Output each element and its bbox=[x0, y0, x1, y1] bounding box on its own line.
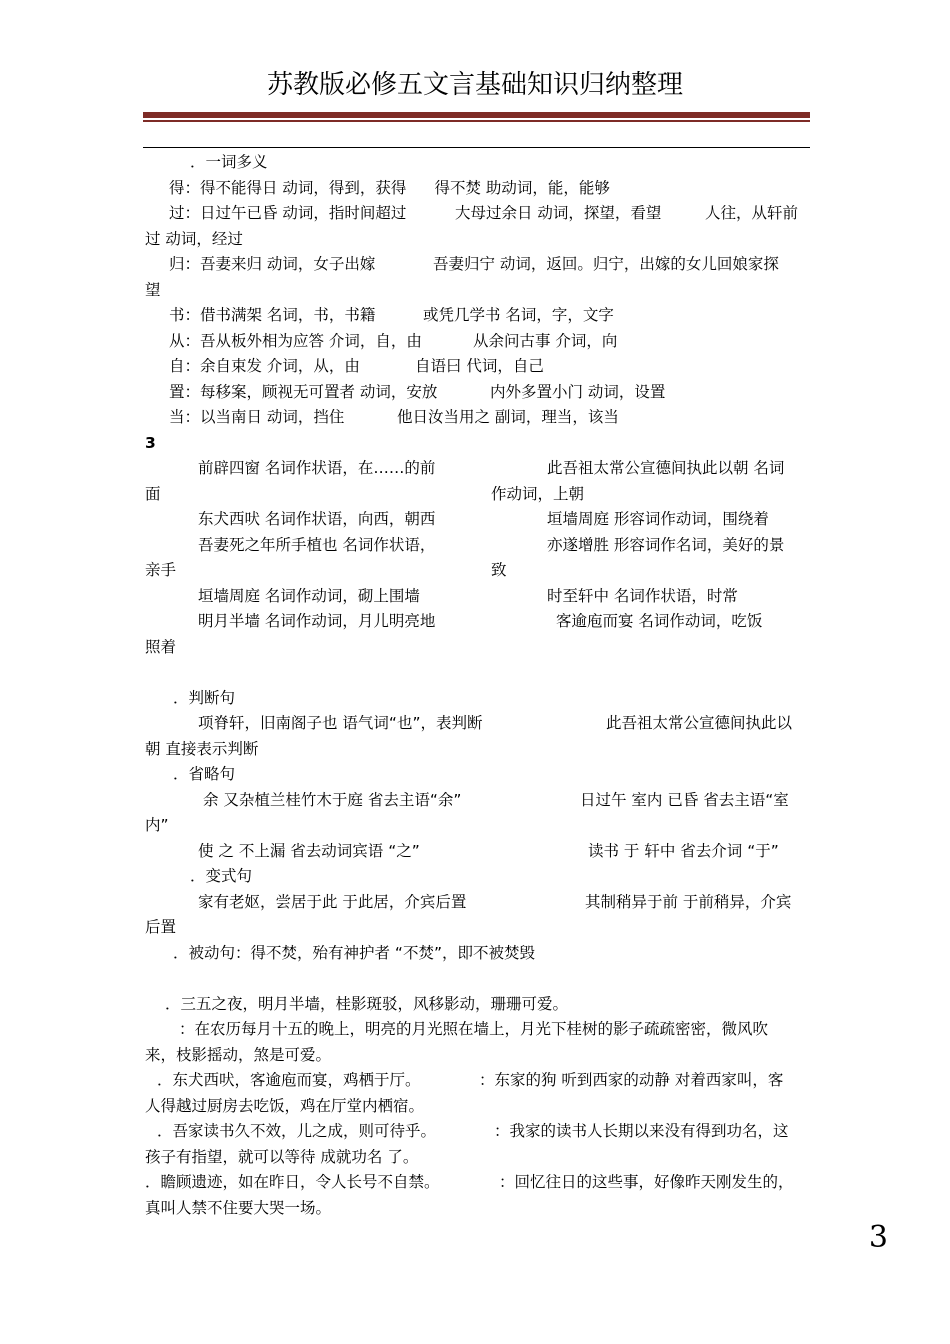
translation-text: ：东家的狗 听到西家的动静 对着西家叫，客 bbox=[479, 1071, 784, 1089]
section-heading: ．省略句 bbox=[173, 765, 236, 783]
sentence-text: 读书 于 轩中 省去介词 “于” bbox=[588, 841, 779, 860]
entry-text: 从：吾从板外相为应答 介词，自，由 bbox=[169, 331, 422, 350]
usage-row bbox=[145, 609, 810, 635]
translation-row bbox=[145, 1170, 810, 1196]
usage-text: 吾妻死之年所手植也 名词作状语， bbox=[198, 535, 436, 554]
entry-text: 自语曰 代词，自己 bbox=[415, 357, 544, 375]
document-body bbox=[145, 150, 810, 1221]
sentence-text: ．被动句：得不焚，殆有神护者 “不焚”，即不被焚毁 bbox=[173, 943, 535, 962]
usage-row bbox=[145, 584, 810, 610]
entry-text: 或凭几学书 名词，字，文字 bbox=[423, 306, 614, 324]
translation-source: ．三五之夜，明月半墙，桂影斑驳，风移影动，珊珊可爱。 bbox=[165, 994, 569, 1013]
entry-text: 从余问古事 介词，向 bbox=[473, 331, 618, 350]
entry-gui-cont: 望 bbox=[145, 280, 161, 299]
entry-text: 得不焚 助动词，能，能够 bbox=[434, 178, 610, 197]
entry-text: 置：每移案，顾视无可置者 动词，安放 bbox=[169, 382, 438, 401]
usage-text: 东犬西吠 名词作状语，向西，朝西 bbox=[198, 510, 436, 528]
sentence-text: 家有老妪，尝居于此 于此居，介宾后置 bbox=[198, 892, 467, 911]
translation-text: 孩子有指望，就可以等待 成就功名 了。 bbox=[145, 1147, 419, 1166]
translation-row bbox=[145, 1119, 810, 1145]
usage-text: 亦遂增胜 形容词作名词，美好的景 bbox=[547, 535, 785, 554]
translation-text: ：在农历每月十五的晚上，明亮的月光照在墙上，月光下桂树的影子疏疏密密，微风吹 bbox=[179, 1020, 769, 1038]
sentence-text: 后置 bbox=[145, 918, 177, 936]
sentence-text: 其制稍异于前 于前稍异，介宾 bbox=[585, 892, 792, 911]
usage-row bbox=[145, 482, 810, 508]
page-title: 苏教版必修五文言基础知识归纳整理 bbox=[266, 70, 683, 100]
entry-text: 过：日过午已昏 动词，指时间超过 bbox=[169, 204, 407, 222]
translation-text: 真叫人禁不住要大哭一场。 bbox=[145, 1198, 332, 1217]
sentence-row bbox=[145, 890, 810, 916]
usage-text: 前辟四窗 名词作状语，在……的前 bbox=[198, 459, 436, 477]
entry-zi bbox=[145, 354, 810, 380]
header-thin-rule bbox=[143, 147, 810, 148]
usage-text: 照着 bbox=[145, 637, 177, 656]
entry-gui bbox=[145, 252, 810, 278]
entry-dang bbox=[145, 405, 810, 431]
usage-text: 明月半墙 名词作动词，月儿明亮地 bbox=[198, 612, 436, 630]
section-heading: ．变式句 bbox=[190, 867, 253, 885]
translation-source: ．吾家读书久不效，儿之成，则可待乎。 bbox=[157, 1122, 437, 1140]
sentence-text: 使 之 不上漏 省去动词宾语 “之” bbox=[198, 841, 420, 860]
translation-text: 人得越过厨房去吃饭，鸡在厅堂内栖宿。 bbox=[145, 1096, 425, 1115]
sentence-text: 余 又杂植兰桂竹木于庭 省去主语“余” bbox=[203, 790, 462, 809]
entry-zhi bbox=[145, 380, 810, 406]
sentence-row bbox=[145, 711, 810, 737]
usage-text: 时至轩中 名词作状语，时常 bbox=[547, 586, 738, 605]
sentence-row bbox=[145, 839, 810, 865]
entry-guo-cont: 过 动词，经过 bbox=[145, 229, 243, 248]
section-heading: ．判断句 bbox=[173, 688, 236, 707]
header-rule-secondary bbox=[143, 120, 810, 122]
translation-text: ：回忆往日的这些事，好像昨天刚发生的， bbox=[499, 1173, 794, 1191]
entry-guo bbox=[145, 201, 810, 227]
entry-text: 得：得不能得日 动词，得到，获得 bbox=[169, 178, 407, 197]
entry-shu bbox=[145, 303, 810, 329]
translation-source: ．东犬西吠，客逾庖而宴，鸡栖于厅。 bbox=[157, 1071, 421, 1089]
translation-text: ：我家的读书人长期以来没有得到功名，这 bbox=[494, 1122, 789, 1140]
entry-cong bbox=[145, 329, 810, 355]
translation-text: 来，枝影摇动，煞是可爱。 bbox=[145, 1045, 332, 1064]
usage-row bbox=[145, 507, 810, 533]
entry-text: 自：余自束发 介词，从，由 bbox=[169, 357, 360, 375]
usage-text: 致 bbox=[491, 561, 507, 579]
entry-text: 大母过余日 动词，探望，看望 bbox=[455, 204, 662, 222]
usage-text: 此吾祖太常公宣德间执此以朝 名词 bbox=[547, 459, 785, 477]
section-number: 3 bbox=[145, 433, 156, 452]
usage-text: 垣墙周庭 形容词作动词，围绕着 bbox=[547, 510, 769, 528]
section-heading: ．一词多义 bbox=[190, 153, 268, 171]
sentence-text: 内” bbox=[145, 816, 169, 834]
translation-source: ．瞻顾遗迹，如在昨日，令人长号不自禁。 bbox=[145, 1173, 440, 1191]
entry-text: 人往，从轩前 bbox=[705, 204, 799, 222]
header-rule bbox=[143, 112, 810, 118]
usage-text: 作动词，上朝 bbox=[491, 484, 585, 503]
sentence-text: 此吾祖太常公宣德间执此以 bbox=[606, 714, 793, 732]
entry-text: 吾妻归宁 动词，返回。归宁，出嫁的女儿回娘家探 bbox=[433, 255, 779, 273]
entry-de bbox=[145, 176, 810, 202]
usage-row bbox=[145, 533, 810, 559]
page-number: 3 bbox=[868, 1220, 888, 1255]
sentence-text: 项脊轩，旧南阁子也 语气词“也”，表判断 bbox=[198, 714, 483, 732]
usage-text: 面 bbox=[145, 484, 161, 503]
sentence-row bbox=[145, 788, 810, 814]
sentence-text: 日过午 室内 已昏 省去主语“室 bbox=[580, 790, 789, 809]
entry-text: 归：吾妻来归 动词，女子出嫁 bbox=[169, 255, 376, 273]
entry-text: 书：借书满架 名词，书，书籍 bbox=[169, 306, 376, 324]
entry-text: 当：以当南日 动词，挡住 bbox=[169, 408, 345, 426]
sentence-text: 朝 直接表示判断 bbox=[145, 739, 259, 758]
usage-row bbox=[145, 558, 810, 584]
entry-text: 内外多置小门 动词，设置 bbox=[490, 382, 666, 401]
translation-row bbox=[145, 1068, 810, 1094]
usage-text: 客逾庖而宴 名词作动词，吃饭 bbox=[556, 612, 763, 630]
usage-text: 垣墙周庭 名词作动词，砌上围墙 bbox=[198, 586, 420, 605]
usage-text: 亲手 bbox=[145, 561, 177, 579]
usage-row bbox=[145, 456, 810, 482]
entry-text: 他日汝当用之 副词，理当，该当 bbox=[397, 408, 619, 426]
